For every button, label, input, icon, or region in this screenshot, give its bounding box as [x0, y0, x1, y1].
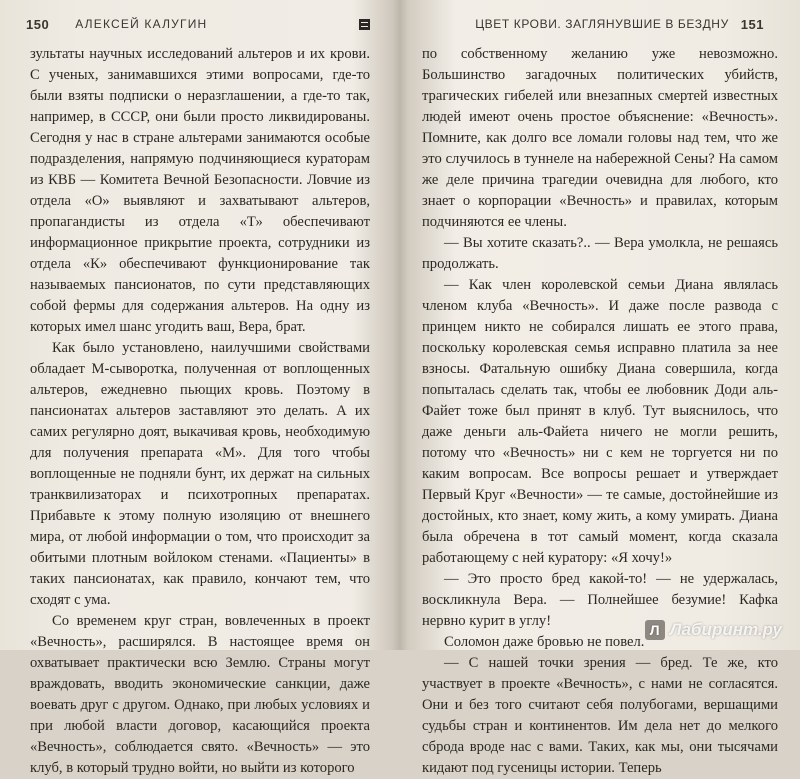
right-page-number: 151	[740, 16, 764, 32]
publisher-mark-icon	[359, 19, 370, 30]
paragraph: Со временем круг стран, вовлеченных в проект «Вечность», расширялся. В настоящее время он охватывает практически всю Землю. Страны могут враждовать, вводить экономические санкции, даже воевать друг с другом. Однако, при любых условиях и при любой власти договор, касающийся проекта «Вечность», соблюдается свято. «Вечность» — это клуб, в который трудно войти, но выйти из которого	[30, 613, 370, 776]
left-header-author: АЛЕКСЕЙ КАЛУГИН	[75, 17, 208, 31]
paragraph: — Как член королевской семьи Диана являлась членом клуба «Вечность». И даже после развода с принцем никто не собирался лишать ее этого права, поскольку королевская семья исправно платила за нее взносы. Фатальную ошибку Диана совершила, когда попыталась сделать так, чтобы ее любовник Доди аль-Файет тоже был принят в клуб. Тут выяснилось, что даже деньги аль-Файета ничего не могли решить, потому что «Вечность» ни с кем не торгуется ни по каким вопросам. Все вопросы решает и утверждает Первый Круг «Вечности» — те самые, достойнейшие из достойных, кто знает, кому жить, а кому умирать. Диана была обречена в тот самый момент, когда сказала работающему с ней куратору: «Я хочу!»	[422, 277, 778, 566]
paragraph: — С нашей точки зрения — бред. Те же, кто участвует в проекте «Вечность», с нами не согласятся. Они и без того считают себя полубогами, вершащими судьбы стран и континентов. Им дела нет до мелкого сброда вроде нас с вами. Таких, как мы, они тысячами кидают под гусеницы истории. Теперь	[422, 655, 778, 776]
left-page-number: 150	[26, 16, 50, 32]
watermark-text: Лабиринт.ру	[669, 620, 782, 639]
right-header-title: ЦВЕТ КРОВИ. ЗАГЛЯНУВШИЕ В БЕЗДНУ	[475, 17, 729, 31]
paragraph: — Это просто бред какой-то! — не удержалась, воскликнула Вера. — Полнейшее безумие! Кафка нервно курит в углу!	[422, 571, 778, 629]
store-logo-icon: Л	[645, 620, 665, 640]
paragraph: Как было установлено, наилучшими свойствами обладает М-сыворотка, полученная от воплощенных альтеров, ежедневно пьющих кровь. Поэтому в пансионатах альтеров заставляют это делать. А их самих регулярно доят, выкачивая кровь, необходимую для получения препарата «М». Для того чтобы воплощенные не подняли бунт, их держат на сильных транквилизаторах и психотропных препаратах. Прибавьте к этому полную изоляцию от внешнего мира, от любой информации о том, что происходит за обитыми плотным войлоком стенами. «Пациенты» в таких пансионатах, как правило, кончают тем, что сходят с ума.	[30, 340, 370, 608]
left-page	[0, 0, 400, 776]
right-running-header	[475, 14, 764, 34]
left-running-header	[26, 14, 370, 34]
paragraph: — Вы хотите сказать?.. — Вера умолкла, не решаясь продолжать.	[422, 235, 778, 272]
paragraph: Соломон даже бровью не повел.	[444, 634, 645, 650]
paragraph: зультаты научных исследований альтеров и их крови. С ученых, занимавшихся этими вопросами, где-то были взяты подписки о неразглашении, а где-то так, например, в СССР, они были просто ликвидированы. Сегодня у нас в стране альтерами занимаются особые подразделения, напрямую подчиняющиеся кураторам из КВБ — Комитета Вечной Безопасности. Ловчие из отдела «О» выявляют и захватывают альтеров, пропагандисты из отдела «Т» обеспечивают информационное прикрытие проекта, сотрудники из отдела «К» обеспечивают функционирование так называемых пансионатов, по сути представляющих собой фермы для содержания альтеров. На одну из которых имел шанс угодить ваш, Вера, брат.	[30, 46, 370, 335]
left-text-block	[30, 44, 370, 779]
store-watermark	[645, 620, 782, 640]
right-text-block	[422, 44, 778, 779]
paragraph: по собственному желанию уже невозможно. Большинство загадочных политических убийств, трагических гибелей или внезапных смертей известных людей имеют очень простое объяснение: «Вечность». Помните, как долго все ломали головы над тем, что же это случилось в туннеле на набережной Сены? На самом же деле причина трагедии очевидна для любого, кто знает о корпорации «Вечность» и правилах, которым подчиняются ее члены.	[422, 46, 778, 230]
right-page	[400, 0, 800, 776]
